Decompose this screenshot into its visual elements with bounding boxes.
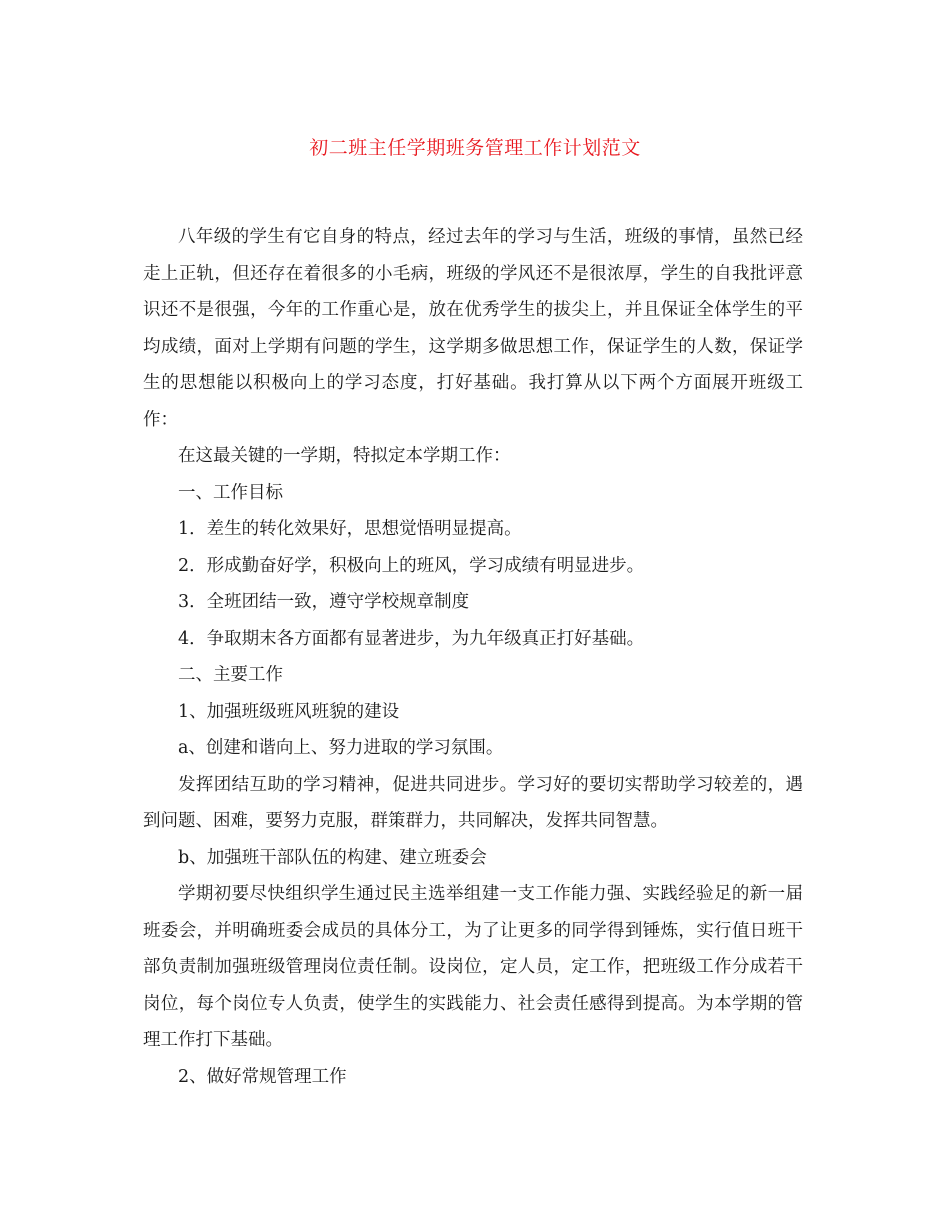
paragraph-plan-note: 在这最关键的一学期，特拟定本学期工作： <box>178 446 511 466</box>
heading-work-goals: 一、工作目标 <box>178 482 283 503</box>
paragraph-intro: 八年级的学生有它自身的特点，经过去年的学习与生活，班级的事情，虽然已经走上正轨，但还存在着很多的小毛病，班级的学风还不是很浓厚，学生的自我批评意识还不是很强，今年的工作重心是，放在优秀学生的拔尖上，并且保证全体学生的平均成绩，面对上学期有问题的学生，这学期多做思想工作，保证学生的人数，保证学生的思想能以积极向上的学习态度，打好基础。我打算从以下两个方面展开班级工作： <box>143 227 803 430</box>
list-item-goal-2: 2．形成勤奋好学，积极向上的班风，学习成绩有明显进步。 <box>178 555 645 576</box>
list-item-goal-1: 1．差生的转化效果好，思想觉悟明显提高。 <box>178 519 522 539</box>
paragraph-committee-detail: 学期初要尽快组织学生通过民主选举组建一支工作能力强、实践经验足的新一届班委会，并明确班委会成员的具体分工，为了让更多的同学得到锤炼，实行值日班干部负责制加强班级管理岗位责任制。设岗位，定人员，定工作，把班级工作分成若干岗位，每个岗位专人负责，使学生的实践能力、社会责任感得到提高。为本学期的管理工作打下基础。 <box>143 884 803 1050</box>
subheading-class-committee: b、加强班干部队伍的构建、建立班委会 <box>178 847 487 868</box>
heading-routine-management: 2、做好常规管理工作 <box>178 1066 347 1087</box>
heading-class-style: 1、加强班级班风班貌的建设 <box>178 701 400 722</box>
heading-main-work: 二、主要工作 <box>178 665 283 685</box>
document-title: 初二班主任学期班务管理工作计划范文 <box>309 137 641 159</box>
subheading-learning-atmosphere: a、创建和谐向上、努力进取的学习氛围。 <box>178 738 504 758</box>
document-body <box>143 219 803 1095</box>
list-item-goal-4: 4．争取期末各方面都有显著进步，为九年级真正打好基础。 <box>178 628 645 649</box>
list-item-goal-3: 3．全班团结一致，遵守学校规章制度 <box>178 592 470 612</box>
paragraph-mutual-help: 发挥团结互助的学习精神，促进共同进步。学习好的要切实帮助学习较差的，遇到问题、困难，要努力克服，群策群力，共同解决，发挥共同智慧。 <box>143 774 803 831</box>
